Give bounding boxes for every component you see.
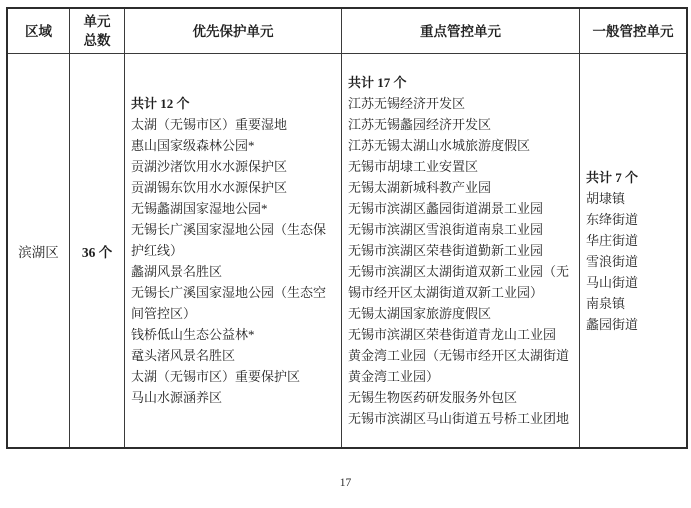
header-key-control-units-label: 重点管控单元 [420, 23, 501, 39]
priority-unit-item: 马山水源涵养区 [131, 390, 223, 405]
general-control-unit-item: 胡埭镇 [586, 190, 626, 206]
priority-unit-item: 蠡湖风景名胜区 [131, 264, 223, 279]
key-control-unit-item: 黄金湾工业园（无锡市经开区太湖街道黄金湾工业园） [348, 348, 570, 384]
key-control-unit-item: 无锡生物医药研发服务外包区 [348, 390, 518, 405]
priority-unit-item: 无锡长广溪国家湿地公园（生态空间管控区） [131, 285, 327, 321]
priority-unit-item: 太湖（无锡市区）重要保护区 [131, 369, 301, 384]
header-total-units-label: 单元总数 [83, 14, 111, 48]
priority-unit-item: 太湖（无锡市区）重要湿地 [131, 117, 288, 132]
key-control-unit-item: 江苏无锡太湖山水城旅游度假区 [348, 138, 531, 153]
general-control-unit-item: 南泉镇 [586, 295, 626, 311]
priority-unit-item: 钱桥低山生态公益林* [131, 327, 255, 342]
header-general-control-units [580, 9, 686, 54]
control-units-table [6, 7, 688, 449]
cell-total-units [70, 54, 125, 447]
general-control-unit-item: 蠡园街道 [586, 316, 639, 332]
key-control-unit-item: 无锡太湖新城科教产业园 [348, 180, 492, 195]
general-control-unit-item: 东绛街道 [586, 211, 639, 227]
key-control-unit-item: 江苏无锡经济开发区 [348, 96, 466, 111]
region-value: 滨湖区 [18, 244, 59, 260]
total-units-value: 36 个 [81, 244, 113, 260]
key-control-units-list [348, 93, 575, 429]
header-region-label: 区域 [25, 23, 52, 39]
general-control-units-list [586, 188, 682, 335]
key-control-unit-item: 无锡太湖国家旅游度假区 [348, 306, 492, 321]
cell-key-control-units [342, 54, 580, 447]
key-control-unit-item: 无锡市滨湖区太湖街道双新工业园（无锡市经开区太湖街道双新工业园） [348, 264, 570, 300]
priority-unit-item: 鼋头渚风景名胜区 [131, 348, 236, 363]
key-control-count-label: 共计 17 个 [348, 75, 407, 90]
cell-general-control-units [580, 54, 686, 447]
header-general-control-units-label: 一般管控单元 [592, 23, 674, 39]
key-control-unit-item: 无锡市滨湖区荣巷街道勤新工业园 [348, 243, 544, 258]
cell-priority-units [125, 54, 342, 447]
priority-unit-item: 贡湖沙渚饮用水水源保护区 [131, 159, 288, 174]
header-priority-units [125, 9, 342, 54]
priority-count-label: 共计 12 个 [131, 96, 190, 111]
priority-unit-item: 无锡蠡湖国家湿地公园* [131, 201, 268, 216]
cell-region [8, 54, 70, 447]
header-region [8, 9, 70, 54]
header-total-units [70, 9, 125, 54]
header-key-control-units [342, 9, 580, 54]
page-number: 17 [339, 477, 352, 489]
general-control-count-label: 共计 7 个 [586, 169, 639, 185]
key-control-unit-item: 无锡市胡埭工业安置区 [348, 159, 479, 174]
key-control-unit-item: 无锡市滨湖区蠡园街道湖景工业园 [348, 201, 544, 216]
header-priority-units-label: 优先保护单元 [192, 23, 274, 39]
priority-unit-item: 无锡长广溪国家湿地公园（生态保护红线） [131, 222, 327, 258]
general-control-unit-item: 雪浪街道 [586, 253, 639, 269]
priority-unit-item: 贡湖锡东饮用水水源保护区 [131, 180, 288, 195]
key-control-unit-item: 无锡市滨湖区雪浪街道南泉工业园 [348, 222, 544, 237]
key-control-unit-item: 无锡市滨湖区马山街道五号桥工业团地 [348, 411, 570, 426]
priority-unit-item: 惠山国家级森林公园* [131, 138, 255, 153]
general-control-unit-item: 马山街道 [586, 274, 639, 290]
priority-units-list [131, 114, 337, 408]
key-control-unit-item: 无锡市滨湖区荣巷街道青龙山工业园 [348, 327, 557, 342]
general-control-unit-item: 华庄街道 [586, 232, 639, 248]
key-control-unit-item: 江苏无锡蠡园经济开发区 [348, 117, 492, 132]
